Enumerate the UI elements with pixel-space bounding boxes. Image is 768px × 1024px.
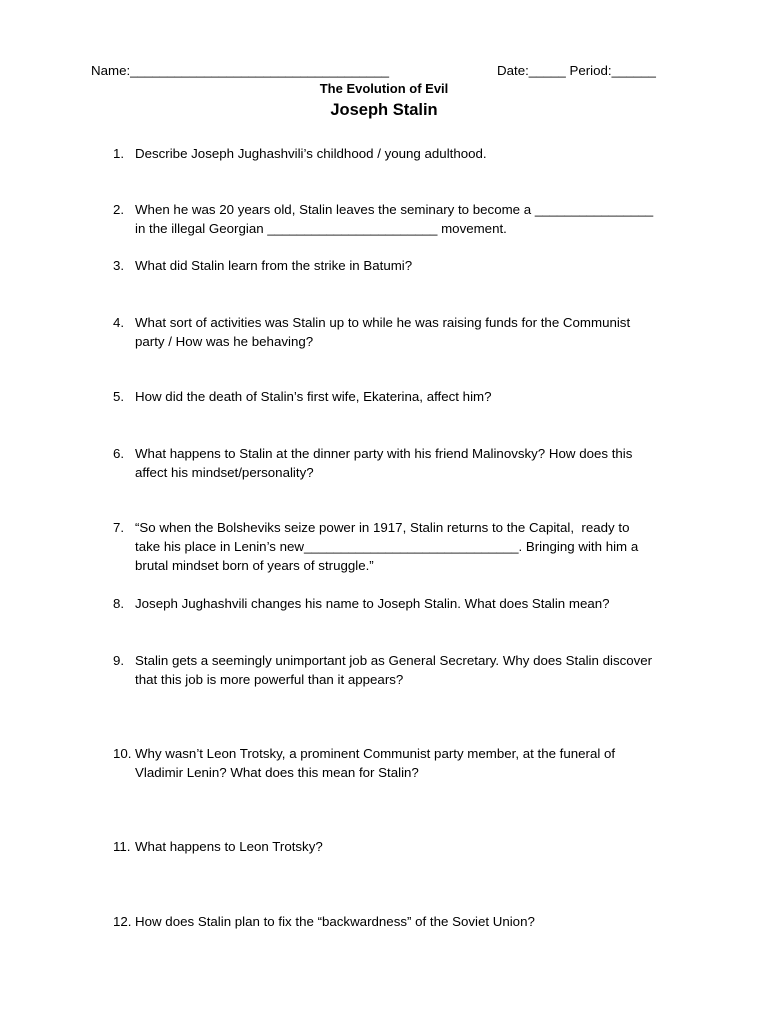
date-period-field: Date:_____ Period:______ [497, 63, 656, 78]
question-text: Joseph Jughashvili changes his name to Joseph Stalin. What does Stalin mean? [135, 596, 610, 611]
question-text: that this job is more powerful than it appears? [135, 672, 404, 687]
question-number: 7. [113, 520, 125, 535]
question-number: 1. [113, 146, 125, 161]
question-number: 3. [113, 258, 125, 273]
question-text: Why wasn’t Leon Trotsky, a prominent Communist party member, at the funeral of [135, 746, 616, 761]
question-text: brutal mindset born of years of struggle.” [135, 558, 374, 573]
question-text: What sort of activities was Stalin up to while he was raising funds for the Communist [135, 315, 631, 330]
question-text: What happens to Stalin at the dinner party with his friend Malinovsky? How does this [135, 446, 633, 461]
question-text: What happens to Leon Trotsky? [135, 839, 323, 854]
question-number: 2. [113, 202, 125, 217]
question-number: 4. [113, 315, 125, 330]
question-text: How does Stalin plan to fix the “backwardness” of the Soviet Union? [135, 914, 535, 929]
question-text: “So when the Bolsheviks seize power in 1917, Stalin returns to the Capital, ready to [135, 520, 630, 535]
name-field: Name:___________________________________ [91, 63, 389, 78]
worksheet-title: Joseph Stalin [330, 101, 438, 119]
worksheet-subtitle: The Evolution of Evil [319, 81, 449, 96]
question-text: in the illegal Georgian _______________________ movement. [135, 221, 507, 236]
question-text: How did the death of Stalin’s first wife, Ekaterina, affect him? [135, 389, 492, 404]
question-number: 11. [113, 839, 131, 854]
question-text: What did Stalin learn from the strike in Batumi? [135, 258, 413, 273]
question-text: Describe Joseph Jughashvili’s childhood / young adulthood. [135, 146, 487, 161]
question-text: affect his mindset/personality? [135, 465, 314, 480]
question-number: 12. [113, 914, 132, 929]
question-number: 5. [113, 389, 125, 404]
question-text: take his place in Lenin’s new_____________________________. Bringing with him a [135, 539, 639, 554]
question-text: party / How was he behaving? [135, 334, 314, 349]
question-text: When he was 20 years old, Stalin leaves the seminary to become a ________________ [135, 202, 654, 217]
question-number: 8. [113, 596, 125, 611]
question-number: 6. [113, 446, 125, 461]
question-number: 9. [113, 653, 125, 668]
question-text: Stalin gets a seemingly unimportant job as General Secretary. Why does Stalin discover [135, 653, 653, 668]
question-text: Vladimir Lenin? What does this mean for Stalin? [135, 765, 419, 780]
question-number: 10. [113, 746, 132, 761]
